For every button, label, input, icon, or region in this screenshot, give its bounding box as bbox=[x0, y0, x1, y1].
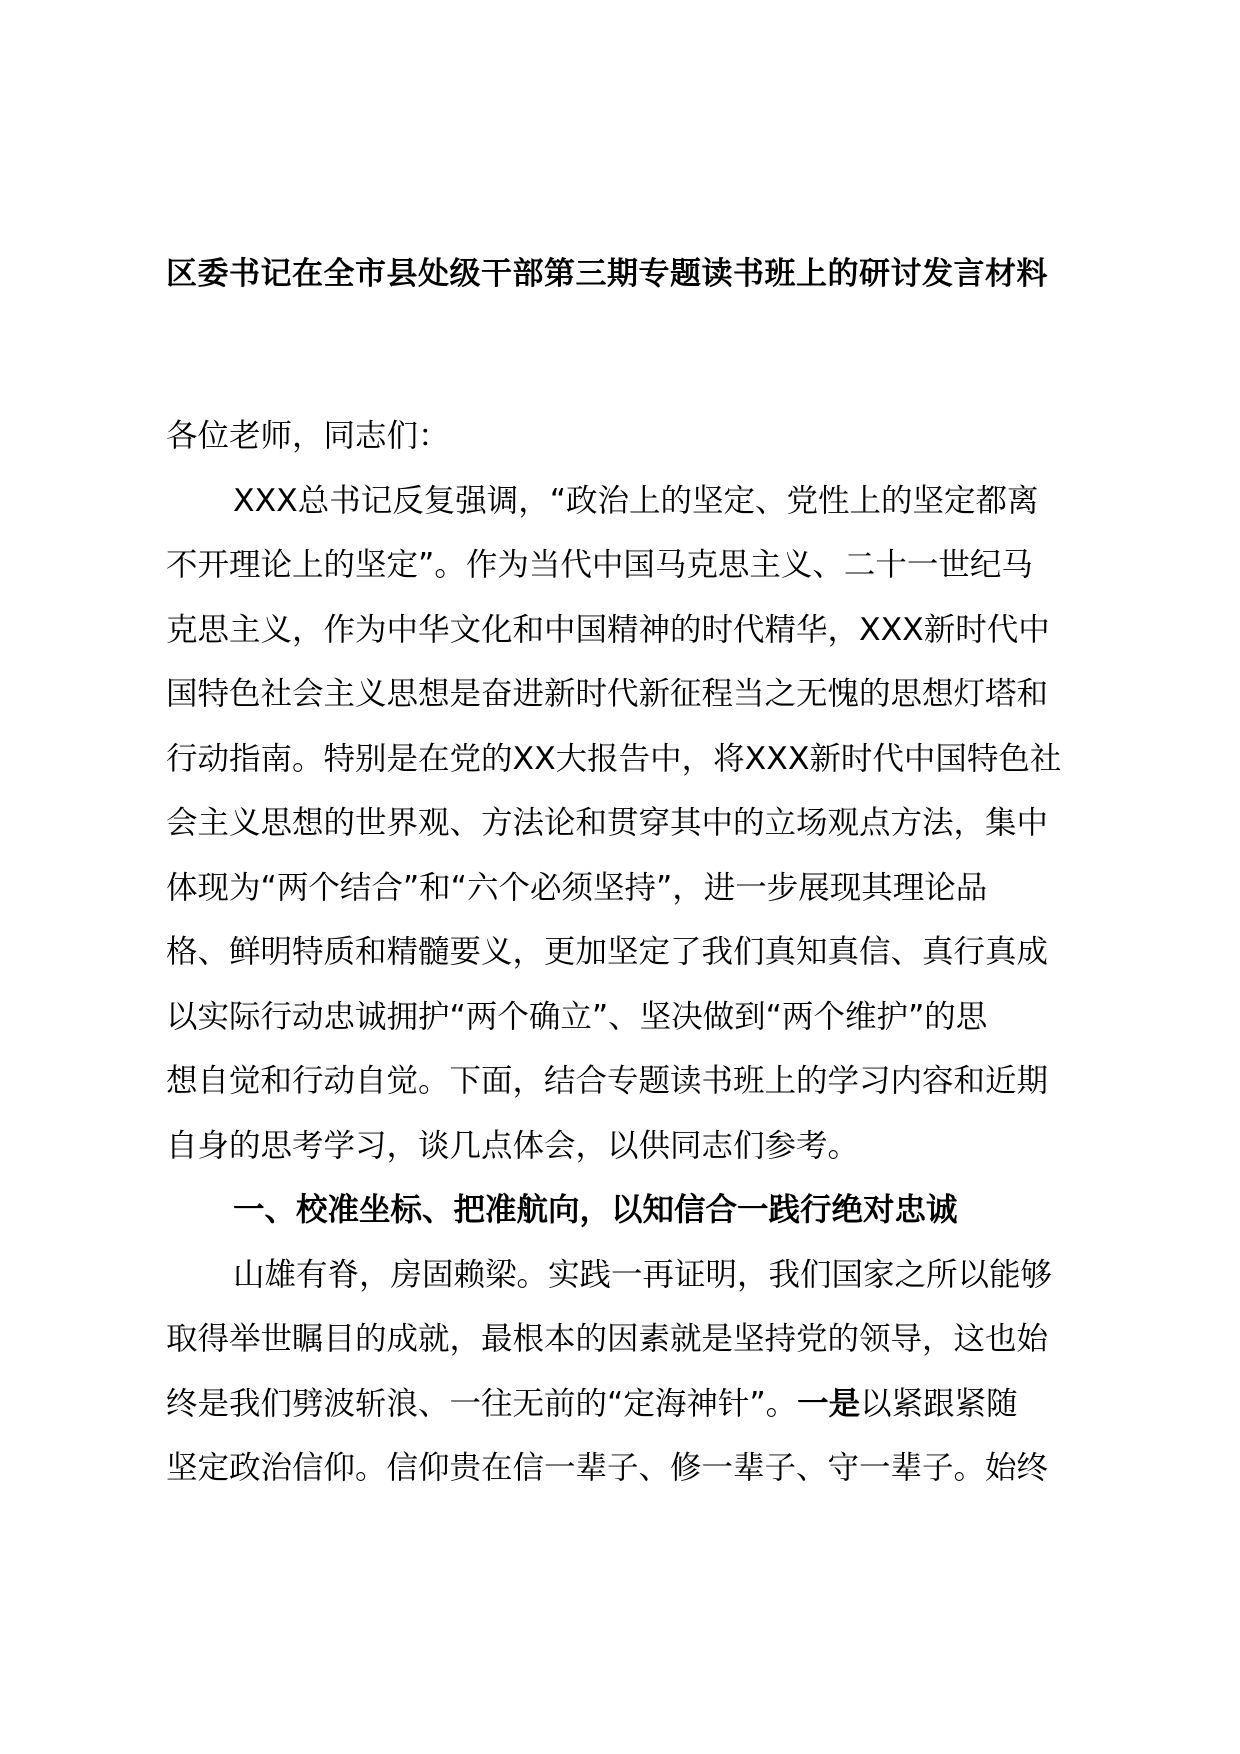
document-title: 区委书记在全市县处级干部第三期专题读书班上的研讨发言材料 bbox=[166, 256, 1048, 292]
text-run: 以紧跟紧随 bbox=[860, 1385, 1018, 1422]
paragraph-line: 以实际行动忠诚拥护“两个确立”、坚决做到“两个维护”的思 bbox=[166, 998, 988, 1035]
document-body bbox=[166, 404, 1126, 1501]
paragraph-line: 自身的思考学习，谈几点体会，以供同志们参考。 bbox=[166, 1127, 860, 1164]
paragraph-line: 取得举世瞩目的成就，最根本的因素就是坚持党的领导，这也始 bbox=[166, 1321, 1049, 1357]
text-run: 终是我们劈波斩浪、一往无前的“定海神针”。 bbox=[166, 1385, 798, 1422]
salutation: 各位老师，同志们： bbox=[166, 418, 450, 454]
paragraph-line: 克思主义，作为中华文化和中国精神的时代精华，XXX新时代中 bbox=[166, 611, 1050, 648]
paragraph-line bbox=[166, 1372, 1126, 1437]
paragraph-line: XXX总书记反复强调，“政治上的坚定、党性上的坚定都离 bbox=[233, 482, 1039, 519]
paragraph-line: 国特色社会主义思想是奋进新时代新征程当之无愧的思想灯塔和 bbox=[166, 676, 1049, 712]
paragraph-line: 格、鲜明特质和精髓要义，更加坚定了我们真知真信、真行真成 bbox=[166, 934, 1049, 970]
paragraph-line: 会主义思想的世界观、方法论和贯穿其中的立场观点方法，集中 bbox=[166, 805, 1049, 841]
paragraph-line: 山雄有脊，房固赖梁。实践一再证明，我们国家之所以能够 bbox=[233, 1256, 1053, 1293]
paragraph-line: 想自觉和行动自觉。下面，结合专题读书班上的学习内容和近期 bbox=[166, 1063, 1049, 1099]
paragraph-line: 不开理论上的坚定”。作为当代中国马克思主义、二十一世纪马 bbox=[166, 547, 1033, 583]
emphasis-text: 一是 bbox=[797, 1385, 861, 1422]
section-heading: 一、校准坐标、把准航向，以知信合一践行绝对忠诚 bbox=[233, 1192, 958, 1228]
paragraph-line: 体现为“两个结合”和“六个必须坚持”，进一步展现其理论品 bbox=[166, 869, 988, 906]
paragraph-line: 坚定政治信仰。信仰贵在信一辈子、修一辈子、守一辈子。始终 bbox=[166, 1450, 1049, 1486]
paragraph-line: 行动指南。特别是在党的XX大报告中，将XXX新时代中国特色社 bbox=[166, 740, 1062, 777]
